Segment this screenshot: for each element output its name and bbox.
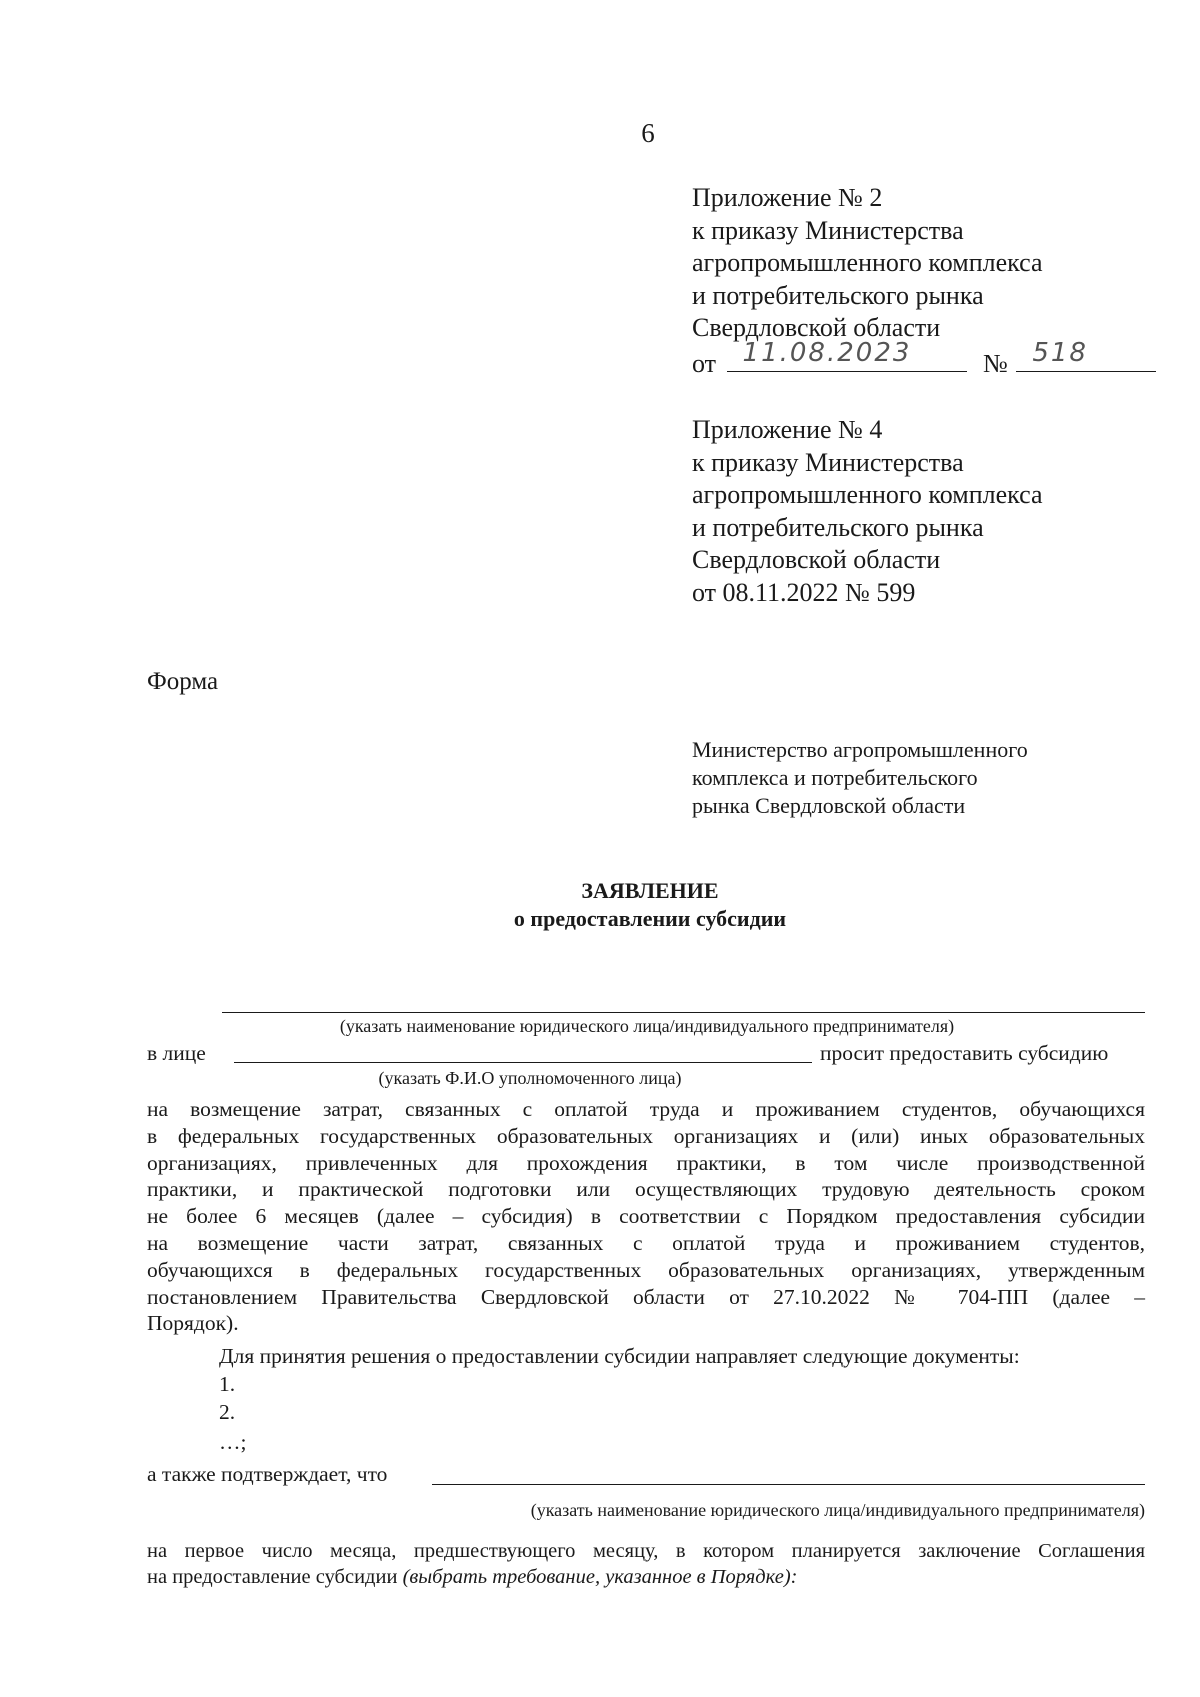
request-text: просит предоставить субсидию [820,1041,1109,1065]
number-signature-line [1016,337,1156,372]
paragraph-line: постановлением Правительства Свердловской области от 27.10.2022 № 704-ПП (далее – [147,1284,1145,1309]
appendix-2-line: агропромышленного комплекса [692,248,1043,277]
appendix-4-line: Приложение № 4 [692,415,883,444]
date-prefix: от [692,348,717,378]
appendix-4-line: к приказу Министерства [692,447,964,477]
appendix-2-line: Приложение № 2 [692,183,883,212]
paragraph-line: не более 6 месяцев (далее – субсидия) в соответствии с Порядком предоставления субсидии [147,1204,1145,1229]
paragraph-line: практики, и практической подготовки или осуществляющих трудовую деятельность сроком [147,1177,1145,1202]
form-label: Форма [147,668,219,695]
final-line: на первое число месяца, предшествующего месяцу, в котором планируется заключение Соглашения [147,1540,1145,1562]
document-item: 1. [219,1372,236,1396]
confirmation-entity-line [432,1484,1145,1485]
confirmation-entity-caption: (указать наименование юридического лица/индивидуального предпринимателя) [530,1500,1145,1520]
handwritten-number: 518 [1032,337,1088,368]
document-item: 2. [219,1400,236,1424]
documents-intro: Для принятия решения о предоставлении субсидии направляет следующие документы: [219,1344,1020,1368]
paragraph-line: на возмещение части затрат, связанных с оплатой труда и проживанием студентов, [147,1230,1145,1255]
appendix-2-line: и потребительского рынка [692,280,984,310]
recipient-line: рынка Свердловской области [692,793,966,818]
appendix-4-line: от 08.11.2022 № 599 [692,577,916,607]
paragraph-line: в федеральных государственных образовательных организациях и (или) иных образовательных [147,1123,1145,1148]
document-title: ЗАЯВЛЕНИЕ [581,878,719,903]
date-signature-line [727,337,967,372]
appendix-4-line: агропромышленного комплекса [692,480,1043,509]
handwritten-date: 11.08.2023 [742,337,912,368]
person-name-line [234,1062,812,1063]
number-prefix: № [983,348,1008,378]
paragraph-line: на возмещение затрат, связанных с оплатой труда и проживанием студентов, обучающихся [147,1097,1145,1121]
main-paragraph [147,1096,1145,1337]
appendix-4-block [692,414,1043,609]
appendix-2-line: к приказу Министерства [692,215,964,245]
final-line-italic: (выбрать требование, указанное в Порядке): [402,1566,798,1588]
person-name-caption: (указать Ф.И.О уполномоченного лица) [378,1068,682,1088]
appendix-2-line: Свердловской области [692,313,941,342]
page-number: 6 [641,118,655,148]
final-line-plain: на предоставление субсидии [147,1566,403,1588]
document-subtitle: о предоставлении субсидии [513,906,787,931]
recipient-line: Министерство агропромышленного [692,737,1028,762]
paragraph-line: обучающихся в федеральных государственных образовательных организациях, утвержденным [147,1257,1145,1282]
document-item: …; [219,1430,247,1454]
confirmation-label: а также подтверждает, что [147,1462,388,1486]
appendix-2-date-row [692,337,1156,381]
entity-name-line [222,1012,1145,1013]
final-paragraph [147,1538,1145,1590]
paragraph-line: организациях, привлеченных для прохождения практики, в том числе производственной [147,1150,1145,1175]
entity-name-caption: (указать наименование юридического лица/индивидуального предпринимателя) [339,1016,955,1036]
appendix-4-line: и потребительского рынка [692,512,984,542]
recipient-line: комплекса и потребительского [692,765,978,790]
in-person-label: в лице [147,1041,206,1065]
appendix-2-block [692,182,1156,380]
appendix-4-line: Свердловской области [692,545,941,574]
recipient-block [692,736,1028,820]
paragraph-line: Порядок). [147,1311,239,1336]
final-line-2 [147,1564,1145,1590]
